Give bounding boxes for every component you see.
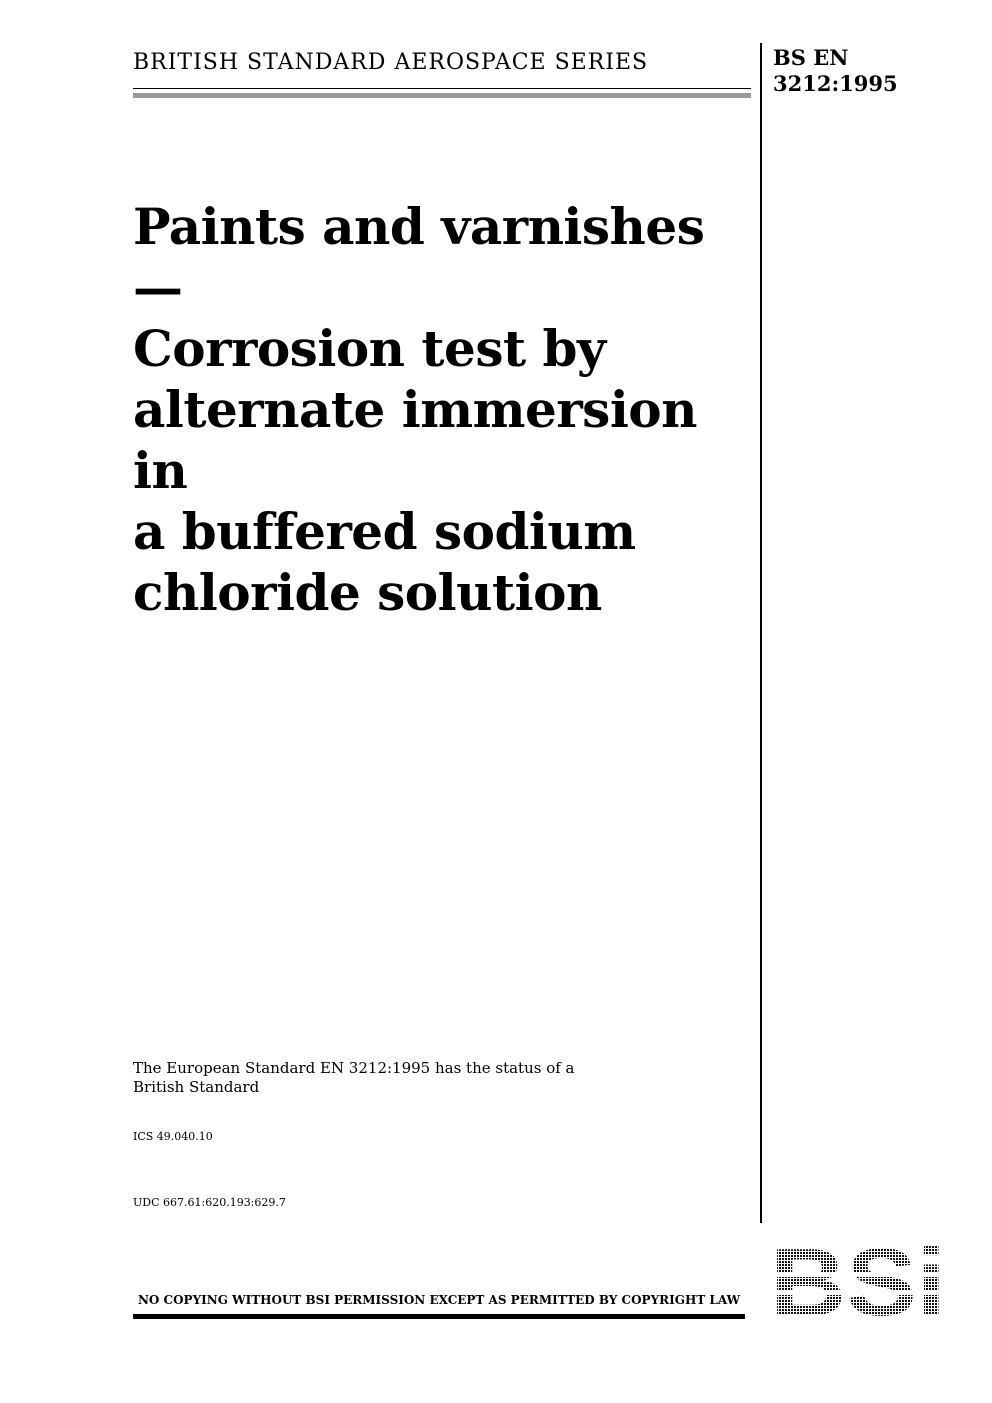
standard-number [773,45,898,97]
title-line: chloride solution [133,563,602,622]
vertical-divider [760,43,762,1223]
title-line: Corrosion test by [133,319,606,378]
udc-code: UDC 667.61:620.193:629.7 [133,1196,286,1209]
title-line: a buffered sodium [133,502,636,561]
standard-number-line-1: BS EN [773,45,849,70]
header-rule-thin [133,88,751,89]
bsi-logo-icon [770,1243,946,1321]
title-line: alternate immersion in [133,380,698,500]
document-title [133,196,753,623]
copyright-notice: NO COPYING WITHOUT BSI PERMISSION EXCEPT AS PERMITTED BY COPYRIGHT LAW [137,1293,741,1307]
standard-number-line-2: 3212:1995 [773,71,898,96]
header-rule-grey [133,93,751,98]
series-header: BRITISH STANDARD AEROSPACE SERIES [133,50,649,75]
title-line: Paints and varnishes — [133,197,705,317]
status-note-line-1: The European Standard EN 3212:1995 has the status of a [133,1059,575,1077]
footer-rule [133,1314,745,1319]
ics-code: ICS 49.040.10 [133,1130,213,1143]
status-note-line-2: British Standard [133,1078,260,1096]
status-note [133,1059,603,1097]
